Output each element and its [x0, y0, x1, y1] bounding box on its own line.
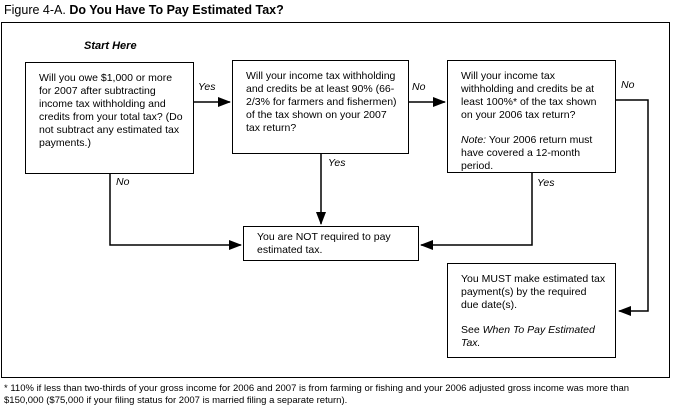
- see-reference: When To Pay Estimated Tax.: [461, 324, 595, 349]
- question-box-owe-1000: [25, 62, 194, 174]
- note-label: Note:: [461, 134, 487, 146]
- edge-label-q1-no: No: [116, 176, 130, 188]
- note-text: Your 2006 return must have covered a 12-month period.: [461, 134, 593, 172]
- result-text: You are NOT required to pay estimated tax.: [257, 231, 391, 256]
- figure-title: [4, 3, 284, 17]
- edge-label-q3-yes: Yes: [537, 177, 555, 189]
- footnote: * 110% if less than two-thirds of your gross income for 2006 and 2007 is from farming or fishing and your 2006 adjusted gross income was more than $150,000 ($75,000 if your filing status for 2007 is married filing a separate return).: [4, 383, 630, 406]
- see-prefix: See: [461, 324, 483, 336]
- figure-label: Figure 4-A.: [4, 3, 66, 17]
- edge-label-q2-no: No: [412, 81, 426, 93]
- question-text: Will you owe $1,000 or more for 2007 after subtracting income tax withholding and credits from your total tax? (Do not subtract any estimated tax payments.): [39, 72, 183, 149]
- question-box-100-percent: [447, 60, 616, 173]
- result-box-not-required: [243, 226, 419, 261]
- question-box-90-percent: [232, 60, 409, 154]
- edge-label-q3-no: No: [621, 79, 635, 91]
- result-box-must-pay: [447, 263, 616, 358]
- start-here-label: Start Here: [84, 40, 137, 52]
- figure-title-text: Do You Have To Pay Estimated Tax?: [69, 3, 284, 17]
- result-text: You MUST make estimated tax payment(s) by the required due date(s).: [461, 273, 606, 311]
- edge-label-q1-yes: Yes: [198, 81, 216, 93]
- edge-label-q2-yes: Yes: [328, 157, 346, 169]
- question-text: Will your income tax withholding and credits be at least 90% (66-2/3% for farmers and fishermen) of the tax shown on your 2007 tax return?: [246, 70, 397, 134]
- question-text: Will your income tax withholding and credits be at least 100%* of the tax shown on your 2006 tax return?: [461, 70, 597, 121]
